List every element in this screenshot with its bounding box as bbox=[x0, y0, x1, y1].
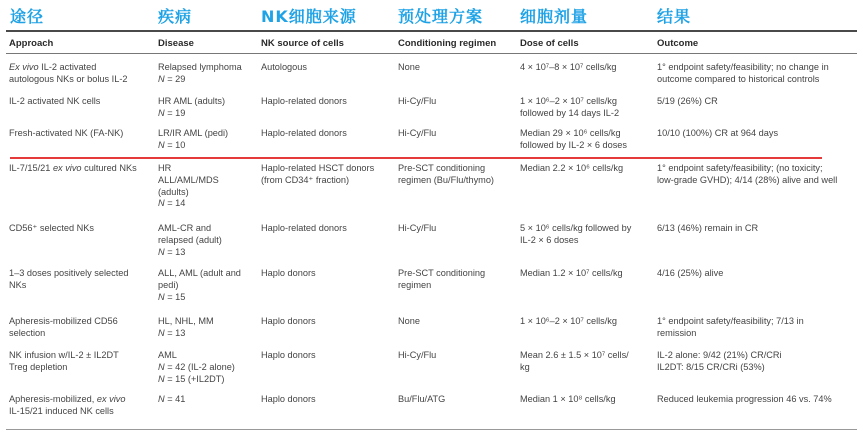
cell-outcome bbox=[657, 128, 778, 140]
cell-approach-line: IL-7/15/21 ex vivo cultured NKs bbox=[9, 163, 137, 173]
cell-disease-line: ALL/AML/MDS bbox=[158, 174, 219, 185]
cell-conditioning-line: Pre-SCT conditioning bbox=[398, 268, 486, 278]
cell-disease-line: (adults) bbox=[158, 186, 189, 197]
cell-conditioning-line: Hi-Cy/Flu bbox=[398, 128, 437, 138]
cell-disease-line: HR bbox=[158, 163, 172, 173]
cell-conditioning-line: None bbox=[398, 316, 420, 326]
cell-approach bbox=[9, 350, 119, 374]
cell-source-line: Haplo donors bbox=[261, 394, 316, 404]
cell-outcome-line: 6/13 (46%) remain in CR bbox=[657, 223, 759, 233]
cell-dose-line: 1 × 10⁶–2 × 10⁷ cells/kg bbox=[520, 96, 618, 106]
cell-approach-line: CD56⁺ selected NKs bbox=[9, 223, 95, 233]
cell-outcome bbox=[657, 350, 782, 374]
cell-approach-line: IL-2 activated NK cells bbox=[9, 96, 101, 106]
cell-conditioning bbox=[398, 350, 436, 362]
en-header-approach: Approach bbox=[9, 38, 54, 49]
cell-dose bbox=[520, 96, 619, 120]
cell-conditioning-line: Hi-Cy/Flu bbox=[398, 350, 437, 360]
cell-outcome-line: low-grade GVHD); 4/14 (28%) alive and well bbox=[657, 174, 838, 185]
cell-disease-line: ALL, AML (adult and bbox=[158, 268, 241, 278]
cell-disease bbox=[158, 223, 222, 258]
cell-outcome-line: outcome compared to historical controls bbox=[657, 73, 820, 84]
zh-header-outcome: 结果 bbox=[657, 7, 692, 26]
cell-conditioning-line: Pre-SCT conditioning bbox=[398, 163, 486, 173]
en-header-dose: Dose of cells bbox=[520, 38, 579, 49]
cell-outcome-line: 1° endpoint safety/feasibility; 7/13 in bbox=[657, 316, 804, 326]
cell-outcome-line: remission bbox=[657, 327, 697, 338]
cell-conditioning bbox=[398, 316, 420, 328]
cell-outcome-line: 4/16 (25%) alive bbox=[657, 268, 724, 278]
cell-outcome bbox=[657, 163, 837, 187]
cell-approach bbox=[9, 268, 129, 292]
cell-dose bbox=[520, 128, 627, 152]
red-highlight-line bbox=[10, 157, 822, 159]
cell-source bbox=[261, 316, 316, 328]
cell-dose-line: followed by IL-2 × 6 doses bbox=[520, 139, 627, 150]
cell-source bbox=[261, 268, 316, 280]
cell-dose-line: 4 × 10⁷–8 × 10⁷ cells/kg bbox=[520, 62, 617, 72]
en-header-disease: Disease bbox=[158, 38, 194, 49]
cell-dose bbox=[520, 316, 617, 328]
cell-dose-line: Median 1 × 10⁸ cells/kg bbox=[520, 394, 616, 404]
cell-disease bbox=[158, 128, 228, 152]
cell-dose-line: Median 29 × 10⁶ cells/kg bbox=[520, 128, 621, 138]
cell-outcome-line: Reduced leukemia progression 46 vs. 74% bbox=[657, 394, 832, 404]
chinese-header-row bbox=[0, 4, 863, 30]
cell-disease-line: Relapsed lymphoma bbox=[158, 62, 242, 72]
cell-conditioning bbox=[398, 223, 436, 235]
cell-dose-line: kg bbox=[520, 361, 530, 372]
cell-conditioning-line: None bbox=[398, 62, 420, 72]
cell-dose bbox=[520, 223, 631, 247]
cell-disease-line: N = 15 (+IL2DT) bbox=[158, 373, 225, 384]
zh-header-conditioning: 预处理方案 bbox=[398, 7, 484, 26]
cell-conditioning-line: regimen (Bu/Flu/thymo) bbox=[398, 174, 494, 185]
cell-outcome bbox=[657, 62, 829, 86]
cell-source-line: Haplo-related donors bbox=[261, 128, 347, 138]
cell-dose bbox=[520, 62, 617, 74]
cell-disease-line: N = 10 bbox=[158, 139, 186, 150]
cell-disease-line: HL, NHL, MM bbox=[158, 316, 214, 326]
cell-approach bbox=[9, 316, 118, 340]
cell-source bbox=[261, 223, 347, 235]
cell-source bbox=[261, 163, 374, 187]
cell-disease-line: N = 29 bbox=[158, 73, 186, 84]
cell-source-line: Haplo donors bbox=[261, 268, 316, 278]
cell-disease-line: N = 14 bbox=[158, 198, 186, 209]
cell-source-line: Autologous bbox=[261, 62, 307, 72]
zh-header-disease: 疾病 bbox=[158, 7, 193, 26]
header-bottom-rule bbox=[6, 53, 857, 54]
cell-dose-line: followed by 14 days IL-2 bbox=[520, 107, 620, 118]
table-bottom-rule bbox=[6, 429, 857, 430]
cell-approach-line: 1–3 doses positively selected bbox=[9, 268, 129, 278]
cell-dose bbox=[520, 163, 623, 175]
zh-header-source: NK细胞来源 bbox=[261, 7, 357, 26]
cell-conditioning bbox=[398, 163, 494, 187]
cell-approach bbox=[9, 163, 137, 175]
en-header-conditioning: Conditioning regimen bbox=[398, 38, 497, 49]
cell-approach bbox=[9, 128, 123, 140]
cell-disease bbox=[158, 96, 225, 120]
cell-approach bbox=[9, 223, 94, 235]
cell-conditioning-line: Bu/Flu/ATG bbox=[398, 394, 446, 404]
en-header-outcome: Outcome bbox=[657, 38, 699, 49]
cell-source bbox=[261, 394, 316, 406]
table-top-rule bbox=[6, 30, 857, 32]
cell-conditioning bbox=[398, 128, 436, 140]
cell-conditioning bbox=[398, 62, 420, 74]
cell-outcome-line: 1° endpoint safety/feasibility; (no toxicity; bbox=[657, 163, 823, 173]
cell-conditioning bbox=[398, 96, 436, 108]
cell-conditioning bbox=[398, 268, 485, 292]
cell-approach-line: Apheresis-mobilized, ex vivo bbox=[9, 394, 126, 404]
cell-disease-line: AML-CR and bbox=[158, 223, 212, 233]
cell-disease bbox=[158, 394, 185, 406]
cell-source bbox=[261, 62, 307, 74]
cell-outcome-line: IL-2 alone: 9/42 (21%) CR/CRi bbox=[657, 350, 782, 360]
cell-disease bbox=[158, 62, 242, 86]
cell-disease-line: relapsed (adult) bbox=[158, 234, 222, 245]
cell-dose bbox=[520, 394, 616, 406]
cell-conditioning-line: regimen bbox=[398, 279, 432, 290]
cell-dose bbox=[520, 268, 623, 280]
cell-disease-line: HR AML (adults) bbox=[158, 96, 226, 106]
cell-source-line: Haplo-related donors bbox=[261, 223, 347, 233]
cell-approach-line: autologous NKs or bolus IL-2 bbox=[9, 73, 128, 84]
cell-outcome-line: 5/19 (26%) CR bbox=[657, 96, 718, 106]
cell-outcome bbox=[657, 96, 718, 108]
cell-approach-line: NK infusion w/IL-2 ± IL2DT bbox=[9, 350, 119, 360]
zh-header-approach: 途径 bbox=[10, 7, 45, 26]
cell-source-line: (from CD34⁺ fraction) bbox=[261, 174, 350, 185]
cell-dose-line: Mean 2.6 ± 1.5 × 10⁷ cells/ bbox=[520, 350, 629, 360]
cell-outcome bbox=[657, 268, 723, 280]
cell-disease bbox=[158, 268, 241, 303]
cell-outcome bbox=[657, 316, 804, 340]
cell-approach bbox=[9, 394, 125, 418]
cell-disease-line: pedi) bbox=[158, 279, 179, 290]
cell-outcome bbox=[657, 223, 758, 235]
cell-approach-line: NKs bbox=[9, 279, 27, 290]
cell-disease-line: N = 41 bbox=[158, 394, 186, 404]
cell-approach-line: selection bbox=[9, 327, 46, 338]
cell-approach bbox=[9, 62, 128, 86]
cell-approach-line: Fresh-activated NK (FA-NK) bbox=[9, 128, 124, 138]
cell-dose-line: IL-2 × 6 doses bbox=[520, 234, 579, 245]
cell-dose-line: Median 2.2 × 10⁶ cells/kg bbox=[520, 163, 624, 173]
cell-disease bbox=[158, 350, 235, 385]
cell-disease-line: N = 13 bbox=[158, 246, 186, 257]
cell-disease-line: N = 42 (IL-2 alone) bbox=[158, 361, 235, 372]
cell-approach-line: Ex vivo IL-2 activated bbox=[9, 62, 97, 72]
cell-source bbox=[261, 96, 347, 108]
cell-outcome-line: IL2DT: 8/15 CR/CRi (53%) bbox=[657, 361, 765, 372]
cell-disease-line: N = 19 bbox=[158, 107, 186, 118]
cell-conditioning bbox=[398, 394, 445, 406]
cell-source-line: Haplo-related HSCT donors bbox=[261, 163, 375, 173]
cell-disease bbox=[158, 163, 219, 210]
cell-approach-line: IL-15/21 induced NK cells bbox=[9, 405, 114, 416]
cell-source-line: Haplo donors bbox=[261, 316, 316, 326]
cell-disease-line: LR/IR AML (pedi) bbox=[158, 128, 229, 138]
en-header-source: NK source of cells bbox=[261, 38, 344, 49]
cell-source-line: Haplo-related donors bbox=[261, 96, 347, 106]
cell-dose-line: Median 1.2 × 10⁷ cells/kg bbox=[520, 268, 623, 278]
cell-approach-line: Treg depletion bbox=[9, 361, 68, 372]
cell-outcome bbox=[657, 394, 832, 406]
cell-disease-line: N = 13 bbox=[158, 327, 186, 338]
zh-header-dose: 细胞剂量 bbox=[520, 7, 589, 26]
cell-disease-line: AML bbox=[158, 350, 177, 360]
cell-dose-line: 1 × 10⁶–2 × 10⁷ cells/kg bbox=[520, 316, 618, 326]
cell-approach bbox=[9, 96, 100, 108]
cell-conditioning-line: Hi-Cy/Flu bbox=[398, 223, 437, 233]
cell-source bbox=[261, 350, 316, 362]
cell-source bbox=[261, 128, 347, 140]
cell-dose-line: 5 × 10⁶ cells/kg followed by bbox=[520, 223, 632, 233]
cell-outcome-line: 1° endpoint safety/feasibility; no change in bbox=[657, 62, 829, 72]
cell-dose bbox=[520, 350, 629, 374]
cell-outcome-line: 10/10 (100%) CR at 964 days bbox=[657, 128, 779, 138]
cell-disease-line: N = 15 bbox=[158, 291, 186, 302]
cell-conditioning-line: Hi-Cy/Flu bbox=[398, 96, 437, 106]
cell-approach-line: Apheresis-mobilized CD56 bbox=[9, 316, 118, 326]
cell-disease bbox=[158, 316, 214, 340]
cell-source-line: Haplo donors bbox=[261, 350, 316, 360]
